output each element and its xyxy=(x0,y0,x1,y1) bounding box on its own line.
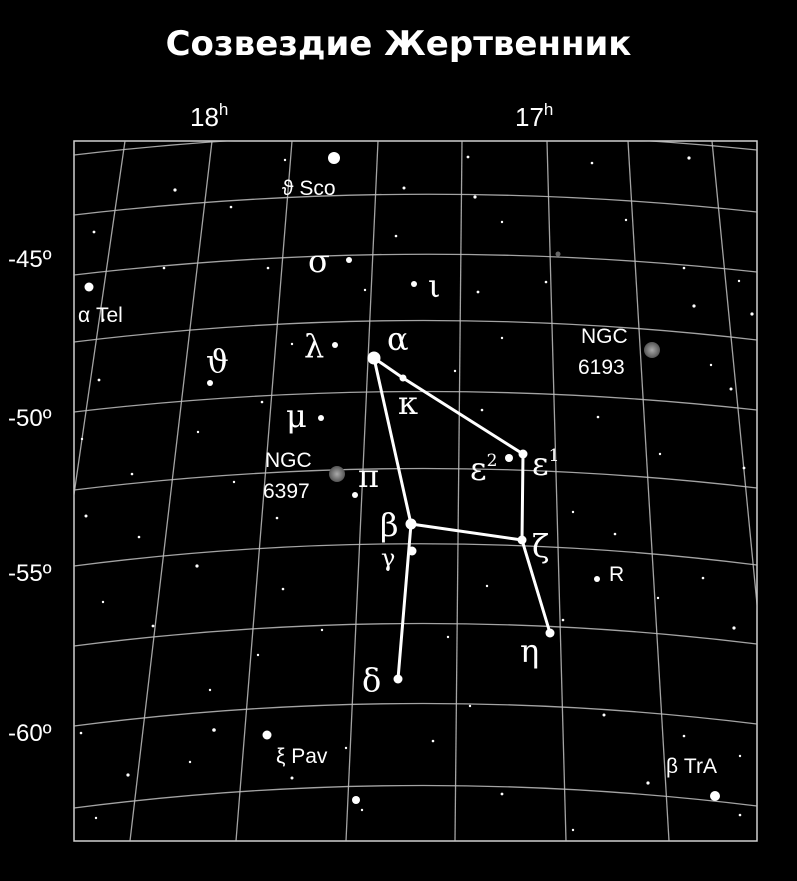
label-ngc-6397-line1: NGC xyxy=(265,449,312,472)
label-lambda: λ xyxy=(304,327,325,365)
label-kappa: κ xyxy=(398,384,418,422)
label-epsilon2: $\varepsilon^2$ xyxy=(470,450,498,488)
star-unlabeled xyxy=(352,796,360,804)
label-sigma: σ xyxy=(308,242,330,280)
star-lambda xyxy=(332,342,338,348)
star-theta-sco xyxy=(328,152,340,164)
star-alpha xyxy=(368,352,381,365)
star-xi-pav xyxy=(263,731,272,740)
star-zeta xyxy=(518,536,527,545)
ra-label-18h: 18$^h$ xyxy=(190,100,229,132)
dec-label-60: -60º xyxy=(8,720,52,747)
star-beta-tra xyxy=(710,791,720,801)
cluster-ngc-6193-icon xyxy=(644,342,660,358)
faint-object-icon xyxy=(556,252,561,257)
label-delta: δ xyxy=(362,661,382,699)
label-zeta: ζ xyxy=(532,527,550,565)
dec-label-50: -50º xyxy=(8,405,52,432)
star-alpha-tel xyxy=(85,283,94,292)
label-r-ara: R xyxy=(609,563,625,586)
star-sigma xyxy=(346,257,352,263)
star-eta xyxy=(546,629,555,638)
label-ngc-6193-line1: NGC xyxy=(581,325,628,348)
label-eta: η xyxy=(520,632,540,670)
ra-label-17h: 17$^h$ xyxy=(515,100,554,132)
label-beta: β xyxy=(380,506,399,544)
dec-label-45: -45º xyxy=(8,246,52,273)
star-beta xyxy=(406,519,417,530)
cluster-ngc-6397-icon xyxy=(329,466,345,482)
dec-label-55: -55º xyxy=(8,560,52,587)
label-xi-pav: ξ Pav xyxy=(276,745,328,768)
star-theta xyxy=(207,380,213,386)
star-mu xyxy=(318,415,324,421)
star-r-ara xyxy=(594,576,600,582)
label-beta-tra: β TrA xyxy=(666,755,717,778)
star-gamma xyxy=(408,547,417,556)
label-theta-sco: ϑ Sco xyxy=(282,177,336,200)
label-mu: μ xyxy=(286,397,307,435)
label-alpha: α xyxy=(387,320,409,358)
map-frame xyxy=(74,141,757,841)
star-iota xyxy=(411,281,417,287)
label-ngc-6397-line2: 6397 xyxy=(263,480,310,503)
label-iota: ι xyxy=(428,267,441,305)
star-delta xyxy=(394,675,403,684)
star-epsilon1 xyxy=(519,450,528,459)
label-pi: π xyxy=(358,457,380,495)
label-alpha-tel: α Tel xyxy=(78,304,123,327)
label-epsilon1: $\varepsilon^1$ xyxy=(532,445,560,483)
label-gamma: γ xyxy=(381,544,396,572)
star-epsilon2 xyxy=(505,454,513,462)
map-title: Созвездие Жертвенник xyxy=(165,24,632,64)
label-ngc-6193-line2: 6193 xyxy=(578,356,625,379)
star-kappa xyxy=(400,375,407,382)
label-theta: ϑ xyxy=(206,342,229,380)
